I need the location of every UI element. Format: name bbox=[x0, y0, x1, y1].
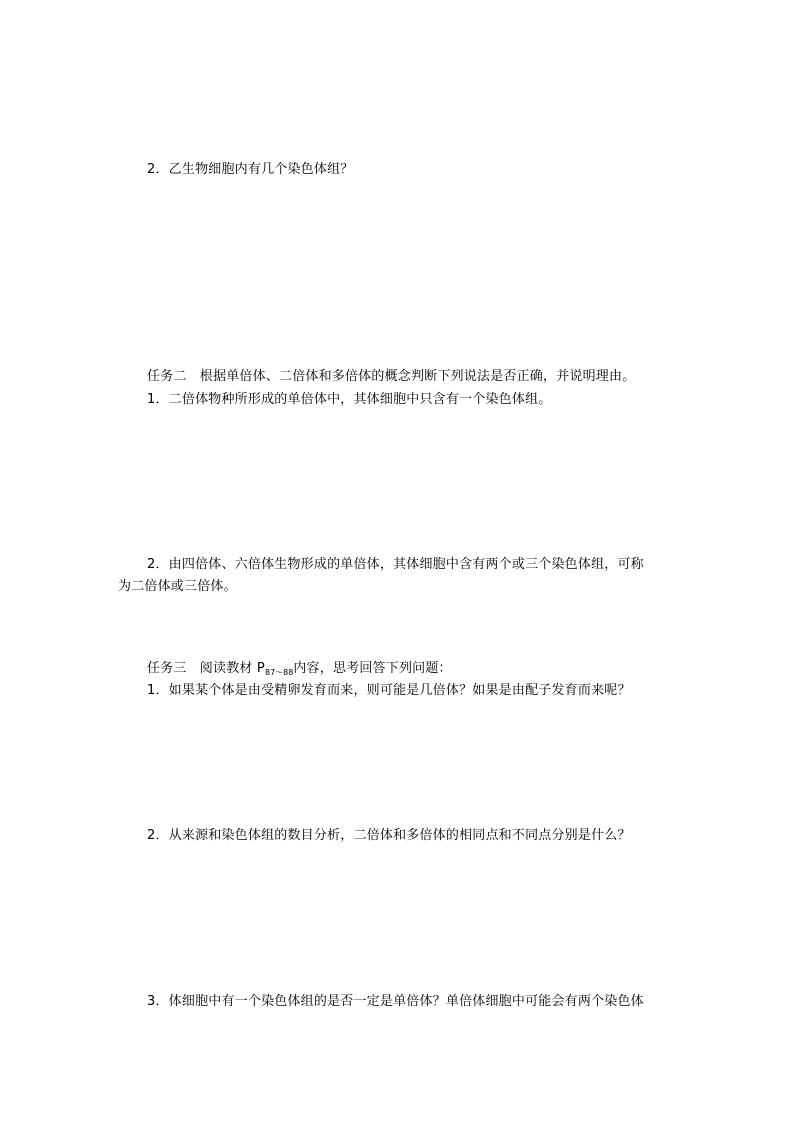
task2-heading: 任务二 根据单倍体、二倍体和多倍体的概念判断下列说法是否正确，并说明理由。 bbox=[147, 369, 636, 384]
task3-item-2: 2．从来源和染色体组的数目分析，二倍体和多倍体的相同点和不同点分别是什么？ bbox=[147, 828, 631, 843]
task3-heading-text: 任务三 阅读教材 P bbox=[147, 661, 265, 676]
task3-item-3: 3．体细胞中有一个染色体组的是否一定是单倍体？单倍体细胞中可能会有两个染色体 bbox=[147, 994, 644, 1009]
task3-heading bbox=[147, 660, 452, 682]
task2-item-2-line-2: 为二倍体或三倍体。 bbox=[118, 579, 237, 594]
task3-item-1: 1．如果某个体是由受精卵发育而来，则可能是几倍体？如果是由配子发育而来呢？ bbox=[147, 683, 631, 698]
task3-page-range: 87～88 bbox=[264, 668, 294, 677]
task2-item-1: 1．二倍体物种所形成的单倍体中，其体细胞中只含有一个染色体组。 bbox=[147, 392, 552, 407]
question-yi-chromosome-sets: 2．乙生物细胞内有几个染色体组？ bbox=[147, 162, 354, 177]
task2-item-2-line-1: 2．由四倍体、六倍体生物形成的单倍体，其体细胞中含有两个或三个染色体组，可称 bbox=[147, 557, 644, 572]
task3-heading-text-end: 内容，思考回答下列问题： bbox=[293, 661, 452, 676]
